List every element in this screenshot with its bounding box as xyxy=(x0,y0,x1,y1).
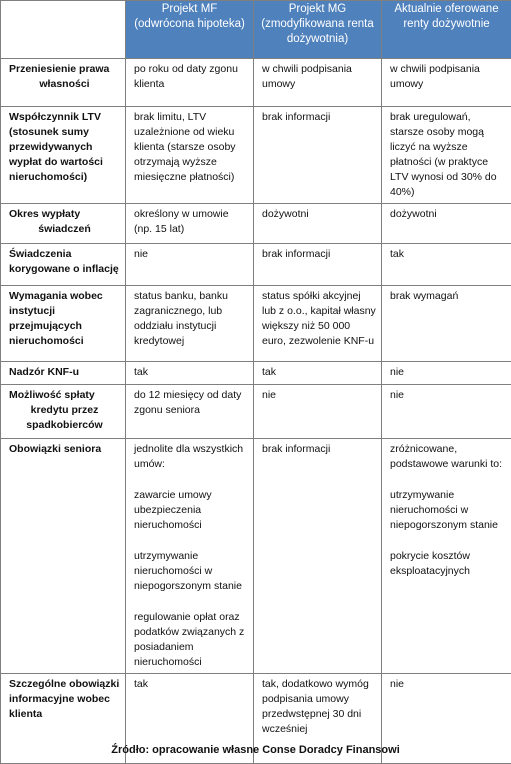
cell-text: brak limitu, LTV uzależnione od wieku klienta (starsze osoby otrzymają wyższe miesięczne płatności) xyxy=(134,110,248,185)
row-label xyxy=(1,59,126,107)
row-label-line: Przeniesienie prawa xyxy=(9,62,120,77)
row-label-line: Obowiązki seniora xyxy=(9,442,120,457)
cell-c3 xyxy=(382,107,511,204)
header-projekt-mf-subtitle: (odwrócona hipoteka) xyxy=(129,17,250,32)
table-row xyxy=(1,107,511,204)
row-label xyxy=(1,385,126,439)
cell-text: status banku, banku zagranicznego, lub oddziału instytucji kredytowej xyxy=(134,289,248,349)
row-label-line: kredytu przez xyxy=(9,403,120,418)
cell-c1 xyxy=(126,244,254,286)
cell-text: utrzymywanie nieruchomości w niepogorszonym stanie xyxy=(134,549,248,594)
cell-text: brak wymagań xyxy=(390,289,506,304)
cell-c3 xyxy=(382,204,511,244)
row-label-line: Szczególne obowiązki informacyjne wobec klienta xyxy=(9,677,120,722)
row-label-line: własności xyxy=(9,77,120,92)
cell-text: dożywotni xyxy=(390,207,506,222)
cell-c3 xyxy=(382,59,511,107)
row-label-line: świadczeń xyxy=(9,222,120,237)
cell-text: tak xyxy=(262,365,376,380)
header-projekt-mf-title: Projekt MF xyxy=(129,2,250,17)
cell-c3 xyxy=(382,286,511,362)
cell-c2 xyxy=(254,244,382,286)
cell-c2 xyxy=(254,362,382,385)
cell-text: nie xyxy=(390,365,506,380)
cell-c3 xyxy=(382,385,511,439)
cell-c1 xyxy=(126,107,254,204)
cell-c1 xyxy=(126,286,254,362)
row-label-line: Okres wypłaty xyxy=(9,207,120,222)
header-projekt-mf xyxy=(126,1,254,59)
cell-text: nie xyxy=(390,677,506,692)
header-aktualne-renty-subtitle: renty dożywotnie xyxy=(385,17,508,32)
cell-text: tak xyxy=(134,365,248,380)
header-projekt-mg-title: Projekt MG xyxy=(257,2,378,17)
cell-c2 xyxy=(254,286,382,362)
table-body xyxy=(1,59,511,764)
table-row xyxy=(1,362,511,385)
cell-c3 xyxy=(382,439,511,674)
cell-text: zróżnicowane, podstawowe warunki to: xyxy=(390,442,506,472)
cell-text: status spółki akcyjnej lub z o.o., kapitał własny większy niż 50 000 euro, zezwolenie KNF-u xyxy=(262,289,376,349)
cell-c2 xyxy=(254,107,382,204)
row-label-line: Świadczenia korygowane o inflację xyxy=(9,247,120,277)
source-caption: Źródło: opracowanie własne Conse Doradcy Finansowi xyxy=(0,743,511,757)
table-header-row xyxy=(1,1,511,59)
table-row xyxy=(1,439,511,674)
cell-text: po roku od daty zgonu klienta xyxy=(134,62,248,92)
cell-text: określony w umowie (np. 15 lat) xyxy=(134,207,248,237)
header-projekt-mg-subtitle: (zmodyfikowana renta dożywotnia) xyxy=(257,17,378,47)
cell-c1 xyxy=(126,204,254,244)
cell-c1 xyxy=(126,362,254,385)
cell-text: utrzymywanie nieruchomości w niepogorszonym stanie xyxy=(390,488,506,533)
cell-text: w chwili podpisania umowy xyxy=(262,62,376,92)
cell-c2 xyxy=(254,204,382,244)
cell-text: nie xyxy=(390,388,506,403)
cell-text: brak informacji xyxy=(262,247,376,262)
cell-c1 xyxy=(126,385,254,439)
table-row xyxy=(1,244,511,286)
cell-c2 xyxy=(254,439,382,674)
cell-text: pokrycie kosztów eksploatacyjnych xyxy=(390,549,506,579)
cell-c1 xyxy=(126,59,254,107)
cell-text: brak uregulowań, starsze osoby mogą liczyć na wyższe płatności (w praktyce LTV wynosi od 30% do 40%) xyxy=(390,110,506,200)
cell-text: nie xyxy=(134,247,248,262)
table-row xyxy=(1,385,511,439)
row-label xyxy=(1,107,126,204)
header-aktualne-renty-title: Aktualnie oferowane xyxy=(385,2,508,17)
cell-text: brak informacji xyxy=(262,110,376,125)
cell-text: brak informacji xyxy=(262,442,376,457)
table-row xyxy=(1,204,511,244)
header-blank-cell xyxy=(1,1,126,59)
cell-text: do 12 miesięcy od daty zgonu seniora xyxy=(134,388,248,418)
cell-text: tak, dodatkowo wymóg podpisania umowy przedwstępnej 30 dni wcześniej xyxy=(262,677,376,737)
cell-text: regulowanie opłat oraz podatków związanych z posiadaniem nieruchomości xyxy=(134,610,248,670)
cell-text: nie xyxy=(262,388,376,403)
cell-text: w chwili podpisania umowy xyxy=(390,62,506,92)
cell-c2 xyxy=(254,385,382,439)
row-label-line: Nadzór KNF-u xyxy=(9,365,120,380)
table-row xyxy=(1,286,511,362)
cell-c3 xyxy=(382,362,511,385)
cell-text: dożywotni xyxy=(262,207,376,222)
header-aktualne-renty xyxy=(382,1,511,59)
cell-text: zawarcie umowy ubezpieczenia nieruchomości xyxy=(134,488,248,533)
cell-c1 xyxy=(126,439,254,674)
row-label-line: spadkobierców xyxy=(9,418,120,433)
row-label xyxy=(1,286,126,362)
cell-c3 xyxy=(382,244,511,286)
row-label-line: Wymagania wobec instytucji przejmujących nieruchomości xyxy=(9,289,120,349)
cell-text: tak xyxy=(134,677,248,692)
cell-text: tak xyxy=(390,247,506,262)
row-label-line: Współczynnik LTV (stosunek sumy przewidywanych wypłat do wartości nieruchomości) xyxy=(9,110,120,185)
cell-text: jednolite dla wszystkich umów: xyxy=(134,442,248,472)
row-label xyxy=(1,439,126,674)
row-label-line: Możliwość spłaty xyxy=(9,388,120,403)
header-projekt-mg xyxy=(254,1,382,59)
cell-c2 xyxy=(254,59,382,107)
table-row xyxy=(1,59,511,107)
row-label xyxy=(1,244,126,286)
row-label xyxy=(1,204,126,244)
row-label xyxy=(1,362,126,385)
